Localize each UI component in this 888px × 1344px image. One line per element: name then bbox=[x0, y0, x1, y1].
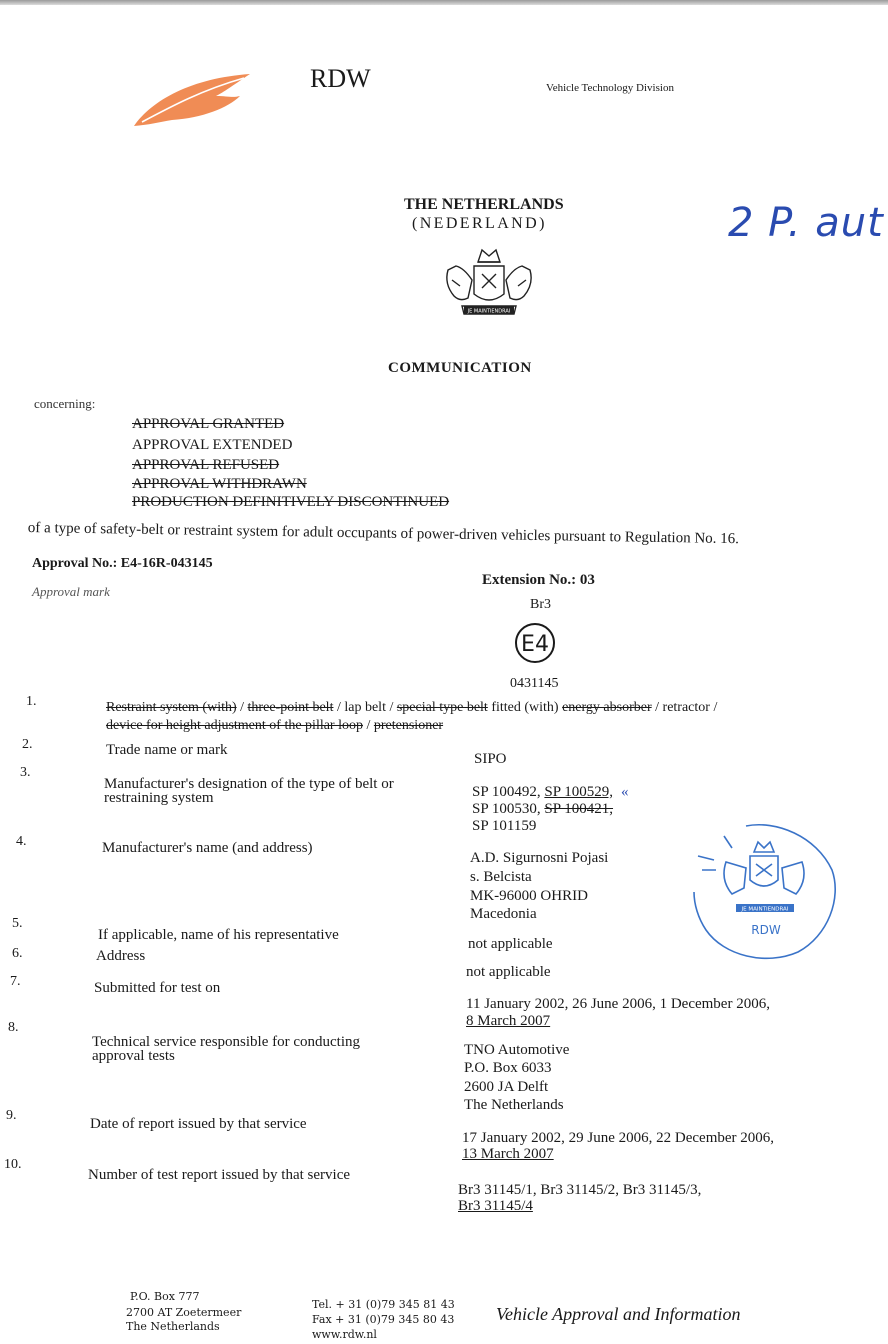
item-4-street: s. Belcista bbox=[470, 869, 532, 885]
item-2-value: SIPO bbox=[474, 751, 507, 767]
footer-city: 2700 AT Zoetermeer bbox=[126, 1306, 242, 1319]
handwritten-mark-icon: « bbox=[621, 784, 629, 800]
item-4-name: A.D. Sigurnosni Pojasi bbox=[470, 850, 609, 866]
item-10-number: 10. bbox=[4, 1157, 22, 1172]
rdw-feather-logo bbox=[132, 70, 254, 130]
brand-name: RDW bbox=[310, 64, 371, 93]
rdw-stamp-icon bbox=[686, 818, 838, 960]
item-8-label-2: approval tests bbox=[92, 1048, 175, 1064]
item-7-value-2: 8 March 2007 bbox=[466, 1013, 551, 1029]
item-1-fitted-with: fitted (with) bbox=[487, 700, 563, 715]
item-1-sep-2: / bbox=[362, 718, 374, 733]
item-1-line-1 bbox=[106, 700, 717, 716]
item-3-type-100530: SP 100530, bbox=[472, 801, 545, 817]
item-8-po-box: P.O. Box 6033 bbox=[464, 1060, 552, 1076]
item-8-label-1: Technical service responsible for conducting bbox=[92, 1034, 361, 1050]
item-6-label: Address bbox=[96, 948, 146, 964]
item-3-type-100492: SP 100492, bbox=[472, 784, 545, 800]
item-3-value-line-3: SP 101159 bbox=[472, 818, 537, 834]
item-1-special-type-belt: special type belt bbox=[396, 700, 488, 715]
item-1-three-point-belt: three-point belt bbox=[247, 700, 334, 715]
division-name: Vehicle Technology Division bbox=[546, 82, 674, 94]
footer-tel: Tel. + 31 (0)79 345 81 43 bbox=[312, 1298, 455, 1311]
item-1-sep: / bbox=[236, 700, 248, 715]
item-3-label-2: restraining system bbox=[104, 790, 214, 806]
footer-website[interactable]: www.rdw.nl bbox=[312, 1328, 377, 1341]
item-9-value-2: 13 March 2007 bbox=[462, 1146, 554, 1162]
concerning-label: concerning: bbox=[34, 396, 96, 411]
item-1-line-2 bbox=[106, 718, 443, 734]
item-4-city: MK-96000 OHRID bbox=[470, 888, 588, 904]
subject-text: of a type of safety-belt or restraint system for adult occupants of power-driven vehicles pursuant to Regulation No. 16. bbox=[27, 520, 740, 548]
item-1-energy-absorber: energy absorber bbox=[562, 700, 652, 715]
country-name: THE NETHERLANDS bbox=[404, 196, 564, 213]
item-4-number: 4. bbox=[16, 834, 27, 849]
stamp-text: RDW bbox=[751, 923, 781, 937]
item-4-label: Manufacturer's name (and address) bbox=[102, 840, 313, 856]
item-5-label: If applicable, name of his representative bbox=[98, 927, 339, 943]
document-title: COMMUNICATION bbox=[388, 360, 532, 376]
item-10-label: Number of test report issued by that service bbox=[88, 1167, 351, 1183]
item-3-value-line-1 bbox=[472, 784, 629, 801]
approval-mark-code: Br3 bbox=[530, 597, 551, 612]
handwritten-note: 2 P. aut bbox=[728, 200, 884, 246]
e4-mark-text: E4 bbox=[521, 632, 549, 657]
item-7-number: 7. bbox=[10, 974, 21, 989]
item-3-number: 3. bbox=[20, 765, 31, 780]
item-6-value: not applicable bbox=[466, 964, 551, 980]
approval-number: Approval No.: E4-16R-043145 bbox=[32, 556, 213, 571]
item-9-label: Date of report issued by that service bbox=[90, 1116, 307, 1132]
item-10-value-1: Br3 31145/1, Br3 31145/2, Br3 31145/3, bbox=[458, 1182, 702, 1198]
scan-top-edge bbox=[0, 0, 888, 5]
status-approval-withdrawn: APPROVAL WITHDRAWN bbox=[132, 476, 307, 492]
item-1-height-adjustment: device for height adjustment of the pillar loop bbox=[106, 718, 363, 733]
footer-tagline: Vehicle Approval and Information bbox=[496, 1304, 741, 1324]
stamp-motto: JE MAINTIENDRAI bbox=[741, 906, 789, 913]
e4-mark-icon bbox=[505, 621, 565, 665]
footer-fax: Fax + 31 (0)79 345 80 43 bbox=[312, 1313, 455, 1326]
status-approval-granted: APPROVAL GRANTED bbox=[132, 416, 285, 432]
status-production-discontinued: PRODUCTION DEFINITIVELY DISCONTINUED bbox=[132, 494, 450, 510]
item-8-postcode: 2600 JA Delft bbox=[464, 1079, 549, 1095]
item-1-number: 1. bbox=[26, 694, 37, 709]
item-1-restraint-system: Restraint system (with) bbox=[106, 700, 237, 715]
footer-po-box: P.O. Box 777 bbox=[130, 1290, 200, 1303]
item-5-number: 5. bbox=[12, 916, 23, 931]
coat-of-arms-icon bbox=[434, 240, 544, 330]
item-2-number: 2. bbox=[22, 737, 33, 752]
item-7-label: Submitted for test on bbox=[94, 980, 221, 996]
footer-country: The Netherlands bbox=[126, 1320, 220, 1333]
approval-mark-label: Approval mark bbox=[32, 584, 110, 599]
item-1-pretensioner: pretensioner bbox=[373, 718, 444, 733]
item-3-type-100421: SP 100421, bbox=[544, 801, 614, 817]
item-3-value-line-2 bbox=[472, 801, 613, 818]
item-1-retractor: / retractor / bbox=[651, 700, 718, 715]
item-9-value-1: 17 January 2002, 29 June 2006, 22 December 2006, bbox=[462, 1130, 775, 1146]
item-7-value-1: 11 January 2002, 26 June 2006, 1 December 2006, bbox=[466, 996, 770, 1012]
item-5-value: not applicable bbox=[468, 936, 553, 952]
item-2-label: Trade name or mark bbox=[106, 742, 228, 758]
extension-number: Extension No.: 03 bbox=[482, 572, 595, 588]
item-8-service-name: TNO Automotive bbox=[464, 1042, 570, 1058]
item-8-number: 8. bbox=[8, 1020, 19, 1035]
item-8-country: The Netherlands bbox=[464, 1097, 564, 1113]
status-approval-refused: APPROVAL REFUSED bbox=[132, 457, 280, 473]
item-1-lap-belt: / lap belt / bbox=[333, 700, 397, 715]
approval-mark-number: 0431145 bbox=[510, 676, 559, 691]
item-3-label-1: Manufacturer's designation of the type of belt or bbox=[104, 776, 394, 792]
item-3-type-100529: SP 100529, bbox=[544, 784, 614, 800]
item-4-country: Macedonia bbox=[470, 906, 537, 922]
item-6-number: 6. bbox=[12, 946, 23, 961]
coat-motto: JE MAINTIENDRAI bbox=[467, 308, 511, 315]
status-approval-extended: APPROVAL EXTENDED bbox=[132, 437, 293, 453]
item-10-value-2: Br3 31145/4 bbox=[458, 1198, 533, 1214]
country-native-name: (NEDERLAND) bbox=[412, 215, 547, 232]
item-9-number: 9. bbox=[6, 1108, 17, 1123]
